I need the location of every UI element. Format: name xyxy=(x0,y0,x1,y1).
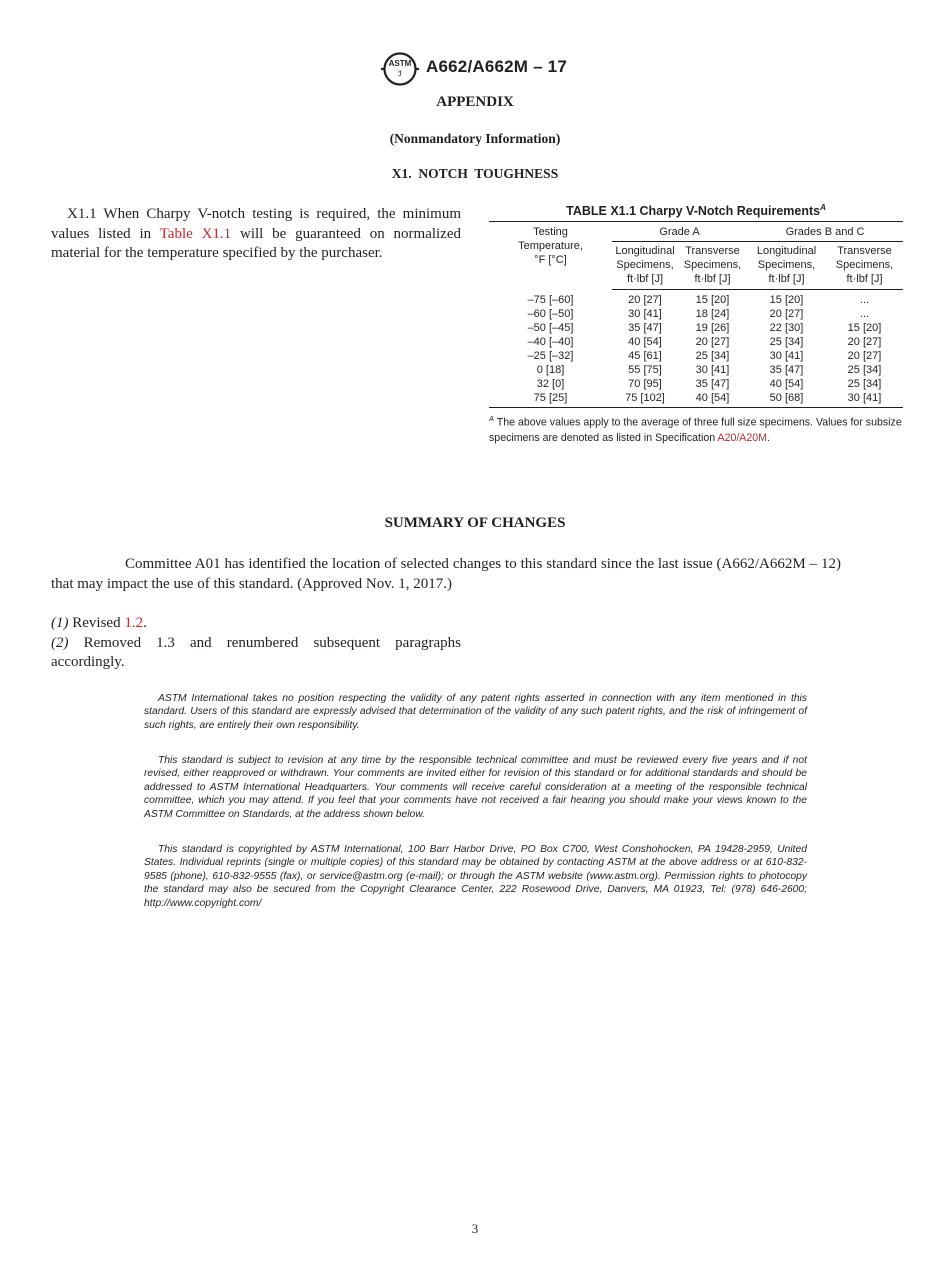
table-cell: 20 [27] xyxy=(769,308,804,320)
standard-designation: A662/A662M – 17 xyxy=(426,57,567,76)
header-grade-a: Grade A xyxy=(612,222,747,242)
table-cell: 35 [47] xyxy=(695,378,730,390)
copyright-notice: This standard is copyrighted by ASTM International, 100 Barr Harbor Drive, PO Box C700, West Conshohocken, PA 19428-2959, United States. Individual reprints (single or multiple copies) of this standard may be obtained by contacting ASTM at the above address or at 610-832-9585 (phone), 610-832-9555 (fax), or service@astm.org (e-mail); or through the ASTM website (www.astm.org). Permission rights to photocopy the standard may also be secured from the Copyright Clearance Center, 222 Rosewood Drive, Danvers, MA 01923, Tel: (978) 646-2600; http://www.copyright.com/ xyxy=(144,844,807,909)
astm-logo-icon xyxy=(381,52,419,86)
table-cell: 30 [41] xyxy=(847,392,882,404)
changes-list xyxy=(51,614,461,673)
table-cell: 50 [68] xyxy=(769,392,804,404)
header-grades-b-c: Grades B and C xyxy=(747,222,903,242)
table-cell: –50 [–45] xyxy=(527,322,574,334)
table-row xyxy=(489,321,903,335)
table-cell: 25 [34] xyxy=(695,350,730,362)
table-cell: 25 [34] xyxy=(847,378,882,390)
charpy-table-block xyxy=(489,203,903,446)
charpy-requirements-table xyxy=(489,221,903,408)
table-cell: 25 [34] xyxy=(769,336,804,348)
section-1-2-link[interactable]: 1.2 xyxy=(124,615,144,631)
table-cell: 15 [20] xyxy=(769,294,804,306)
table-cell: 40 [54] xyxy=(628,336,662,348)
table-row xyxy=(489,377,903,391)
table-cell: 19 [26] xyxy=(695,322,730,334)
svg-text:ASTM: ASTM xyxy=(388,59,412,68)
summary-title: SUMMARY OF CHANGES xyxy=(384,515,566,531)
table-cell: 20 [27] xyxy=(628,294,662,306)
header-testing-temperature: Testing Temperature, °F [°C] xyxy=(518,226,583,266)
paragraph-x1-1 xyxy=(51,205,461,264)
table-cell: 20 [27] xyxy=(695,336,730,348)
table-cell: ... xyxy=(859,308,870,320)
table-cell: 15 [20] xyxy=(847,322,882,334)
page-number: 3 xyxy=(471,1221,479,1236)
paragraph-text: When Charpy V-notch testing is required, the minimum values listed in xyxy=(51,206,461,242)
table-cell: 18 [24] xyxy=(695,308,730,320)
table-cell: –25 [–32] xyxy=(527,350,574,362)
table-cell: 30 [41] xyxy=(628,308,662,320)
table-row xyxy=(489,391,903,408)
table-cell: 70 [95] xyxy=(628,378,662,390)
document-header xyxy=(0,52,950,88)
appendix-title: APPENDIX xyxy=(436,94,514,110)
revision-notice: This standard is subject to revision at any time by the responsible technical committee and must be reviewed every five years and if not revised, either reapproved or withdrawn. Your comments are invited either for revision of this standard or for additional standards and should be addressed to ASTM International Headquarters. Your comments will receive careful consideration at a meeting of the responsible technical committee, which you may attend. If you feel that your comments have not received a fair hearing you should make your views known to the ASTM Committee on Standards, at the address shown below. xyxy=(144,755,807,820)
table-cell: 0 [18] xyxy=(536,364,565,376)
header-bc-transverse: Transverse Specimens, ft·lbf [J] xyxy=(826,242,903,290)
table-cell: ... xyxy=(859,294,870,306)
table-cell: 15 [20] xyxy=(695,294,730,306)
table-title: TABLE X1.1 Charpy V-Notch Requirements$^A$ xyxy=(566,203,826,219)
table-cell: 30 [41] xyxy=(769,350,804,362)
table-cell: 40 [54] xyxy=(769,378,804,390)
patent-notice: ASTM International takes no position respecting the validity of any patent rights asserted in connection with any item mentioned in this standard. Users of this standard are expressly advised that determination of the validity of any such patent rights, and the risk of infringement of such rights, are entirely their own responsibility. xyxy=(144,693,807,731)
table-cell: –60 [–50] xyxy=(527,308,574,320)
list-item: (1) Revised 1.2. xyxy=(51,615,147,631)
table-cell: 75 [25] xyxy=(533,392,568,404)
table-cell: 55 [75] xyxy=(628,364,662,376)
table-footnote: $^A$ The above values apply to the average of three full size specimens. Values for subsize specimens are denoted as listed in Specification A20/A20M. xyxy=(489,414,902,444)
table-row xyxy=(489,290,903,308)
header-bc-longitudinal: Longitudinal Specimens, ft·lbf [J] xyxy=(747,242,826,290)
table-cell: –40 [–40] xyxy=(527,336,574,348)
table-row xyxy=(489,307,903,321)
section-heading: X1. NOTCH TOUGHNESS xyxy=(391,166,559,181)
table-cell: 30 [41] xyxy=(695,364,730,376)
table-cell: –75 [–60] xyxy=(527,293,574,306)
table-cell: 35 [47] xyxy=(628,322,662,334)
summary-paragraph: Committee A01 has identified the location of selected changes to this standard since the last issue (A662/A662M – 12) that may impact the use of this standard. (Approved Nov. 1, 2017.) xyxy=(51,556,841,592)
table-cell: 35 [47] xyxy=(769,364,804,376)
table-cell: 20 [27] xyxy=(847,336,882,348)
header-a-transverse: Transverse Specimens, ft·lbf [J] xyxy=(678,242,747,290)
table-cell: 32 [0] xyxy=(536,378,565,390)
table-cell: 22 [30] xyxy=(769,322,804,334)
svg-text:ℐ: ℐ xyxy=(398,71,402,78)
table-cell: 25 [34] xyxy=(847,364,882,376)
header-a-longitudinal: Longitudinal Specimens, ft·lbf [J] xyxy=(612,242,678,290)
table-row xyxy=(489,349,903,363)
appendix-subtitle: (Nonmandatory Information) xyxy=(389,131,561,146)
list-item: (2) Removed 1.3 and renumbered subsequent paragraphs accordingly. xyxy=(51,634,461,671)
table-cell: 75 [102] xyxy=(625,392,665,404)
paragraph-text-end: will be guaranteed on normalized material for the temperature specified by the purchaser. xyxy=(51,225,461,262)
paragraph-number: X1.1 xyxy=(67,206,97,222)
table-cell: 45 [61] xyxy=(628,350,662,362)
table-cell: 20 [27] xyxy=(847,350,882,362)
table-x1-1-link[interactable]: Table X1.1 xyxy=(159,225,232,242)
a20-a20m-link[interactable]: A20/A20M xyxy=(717,431,767,444)
table-cell: 40 [54] xyxy=(695,392,730,404)
table-row xyxy=(489,363,903,377)
table-row xyxy=(489,335,903,349)
